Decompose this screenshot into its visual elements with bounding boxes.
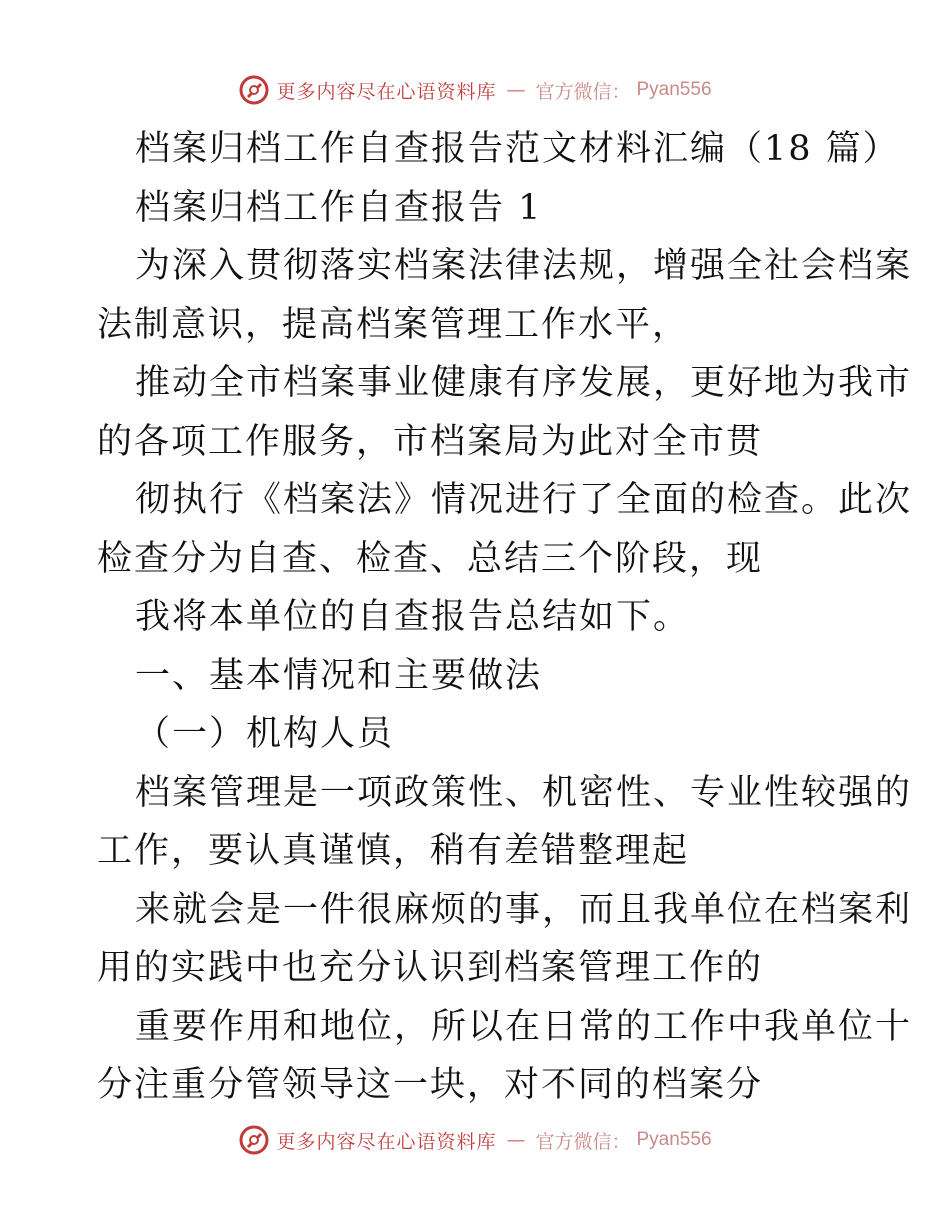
document-subtitle: 档案归档工作自查报告 1 xyxy=(135,187,543,228)
header-wechat-id: Pyan556 xyxy=(636,79,712,100)
paragraph-line: 重要作用和地位，所以在日常的工作中我单位十 xyxy=(135,1006,913,1047)
document-body xyxy=(97,120,913,1115)
paragraph-line: 工作，要认真谨慎，稍有差错整理起 xyxy=(97,831,690,871)
footer-wechat-id: Pyan556 xyxy=(636,1129,712,1150)
header-wechat-label: 官方微信： xyxy=(535,80,631,103)
brand-logo-icon xyxy=(238,1124,270,1156)
paragraph-line: 的各项工作服务，市档案局为此对全市贯 xyxy=(97,421,764,462)
header-separator: — xyxy=(506,79,526,101)
footer-brand xyxy=(238,1124,711,1156)
paragraph-line: 分注重分管领导这一块，对不同的档案分 xyxy=(97,1065,764,1105)
paragraph-line: 我将本单位的自查报告总结如下。 xyxy=(135,597,691,637)
paragraph-line: 检查分为自查、检查、总结三个阶段，现 xyxy=(97,538,764,579)
paragraph-line: 推动全市档案事业健康有序发展，更好地为我市 xyxy=(135,363,913,403)
subsection-heading: （一）机构人员 xyxy=(135,714,395,754)
paragraph-line: 档案管理是一项政策性、机密性、专业性较强的 xyxy=(135,772,913,813)
paragraph-line: 为深入贯彻落实档案法律法规，增强全社会档案 xyxy=(135,246,913,286)
brand-logo-icon xyxy=(238,74,270,106)
section-heading: 一、基本情况和主要做法 xyxy=(135,655,543,696)
paragraph-line: 法制意识，提高档案管理工作水平， xyxy=(97,304,690,345)
footer-separator: — xyxy=(506,1129,526,1151)
page-footer xyxy=(0,1120,950,1160)
page-header xyxy=(0,70,950,110)
footer-brand-text: 更多内容尽在心语资料库 xyxy=(276,1130,497,1153)
document-title: 档案归档工作自查报告范文材料汇编（18 篇） xyxy=(135,129,900,169)
paragraph-line: 彻执行《档案法》情况进行了全面的检查。此次 xyxy=(135,480,913,520)
header-brand xyxy=(238,74,711,106)
paragraph-line: 来就会是一件很麻烦的事，而且我单位在档案利 xyxy=(135,889,913,930)
header-brand-text: 更多内容尽在心语资料库 xyxy=(276,80,497,103)
footer-wechat-label: 官方微信： xyxy=(535,1130,631,1153)
paragraph-line: 用的实践中也充分认识到档案管理工作的 xyxy=(97,948,764,988)
